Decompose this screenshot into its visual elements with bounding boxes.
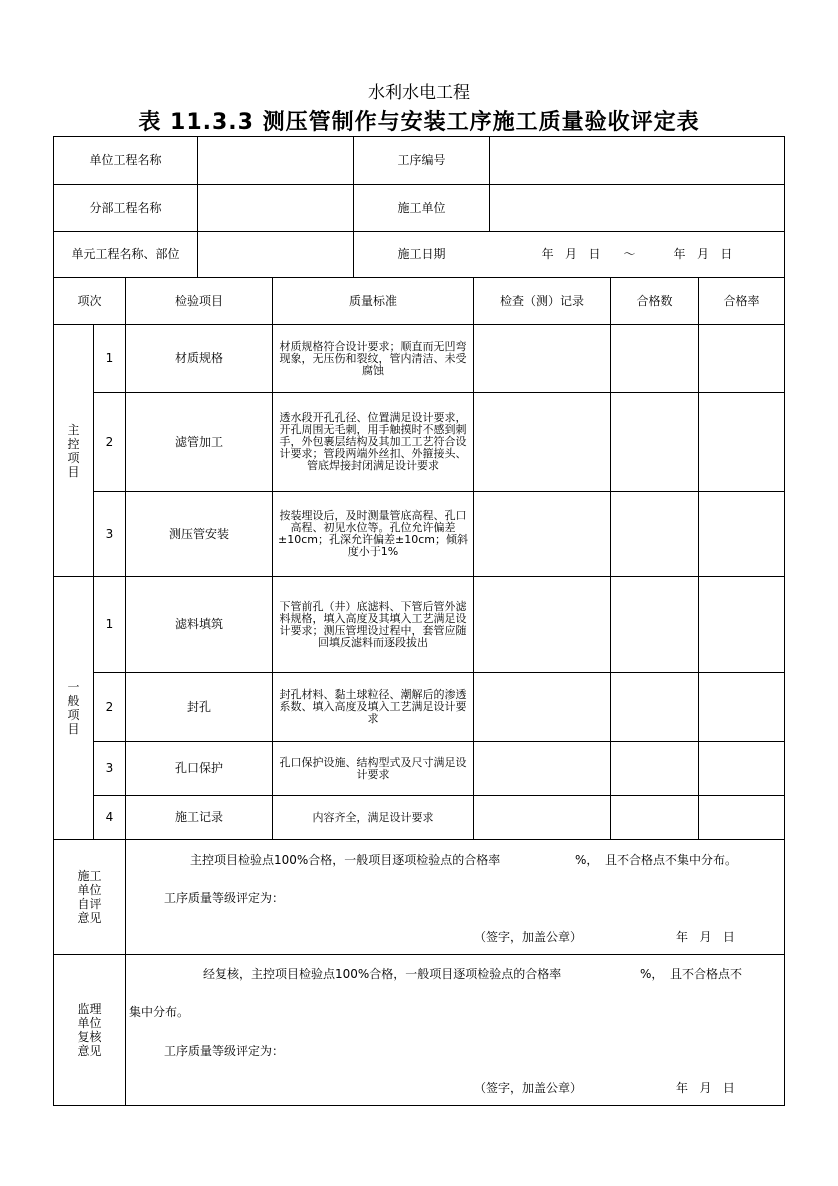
quality-standard: 透水段开孔孔径、位置满足设计要求，开孔周围无毛刺，用手触摸时不感到刺手，外包裹层结构及其加工工艺符合设计要求；管段两端外丝扣、外箍接头、管底焊接封闭满足设计要求 [279, 411, 467, 472]
document-subtitle: 水利水电工程 [368, 83, 470, 103]
inspection-item: 孔口保护 [174, 761, 223, 775]
supervision-line1-tail: 且不合格点不 [670, 967, 743, 981]
construction-date-range: 年 月 日 ～ 年 月 日 [541, 247, 733, 261]
group-label-char: 控 [67, 436, 80, 451]
row-no: 2 [105, 434, 114, 449]
quality-standard: 按装埋设后，及时测量管底高程、孔口高程、初见水位等。孔位允许偏差±10cm；孔深允许偏差±10cm；倾斜度小于1% [278, 509, 468, 558]
col-pass-rate: 合格率 [723, 293, 760, 308]
self-eval-line1-tail: 且不合格点不集中分布。 [605, 853, 738, 867]
quality-standard: 内容齐全，满足设计要求 [312, 810, 434, 824]
main-group-label [54, 325, 93, 576]
quality-standard: 封孔材料、黏土球粒径、潮解后的渗透系数、填入高度及填入工艺满足设计要求 [279, 688, 467, 725]
self-eval-grade: 工序质量等级评定为： [164, 891, 285, 905]
label-line: 复核 [77, 1030, 102, 1044]
row-no: 1 [105, 351, 114, 365]
col-quality-standard: 质量标准 [348, 293, 397, 308]
self-eval-label [54, 840, 125, 954]
group-label-char: 主 [67, 422, 80, 437]
inspection-item: 测压管安装 [168, 526, 229, 541]
col-pass-count: 合格数 [636, 293, 673, 308]
row-no: 2 [105, 699, 114, 714]
construction-unit-label: 施工单位 [397, 200, 446, 215]
label-line: 单位 [77, 1016, 102, 1030]
self-eval-date: 年 月 日 [676, 930, 735, 944]
label-line: 自评 [77, 897, 102, 911]
quality-standard: 下管前孔（井）底滤料、下管后管外滤料规格，填入高度及其填入工艺满足设计要求；测压管埋设过程中，套管应随回填反滤料而逐段拔出 [279, 599, 467, 649]
supervision-label [54, 955, 125, 1105]
label-line: 单位 [77, 883, 102, 897]
row-no: 3 [105, 526, 114, 541]
division-project-label: 分部工程名称 [89, 200, 162, 215]
process-no-label: 工序编号 [397, 153, 446, 167]
unit-project-label: 单位工程名称 [89, 153, 162, 167]
inspection-item: 滤料填筑 [174, 617, 223, 631]
group-label-char: 一 [67, 680, 80, 694]
general-group-label [54, 577, 93, 839]
col-item-no: 项次 [77, 293, 102, 308]
element-project-label: 单元工程名称、部位 [71, 247, 180, 261]
inspection-item: 施工记录 [174, 810, 223, 824]
supervision-date: 年 月 日 [676, 1081, 735, 1095]
row-no: 4 [105, 810, 114, 824]
self-eval-sign: （签字，加盖公章） [474, 930, 583, 944]
document-title: 表 11.3.3 测压管制作与安装工序施工质量验收评定表 [138, 110, 700, 135]
supervision-sign: （签字，加盖公章） [474, 1081, 583, 1095]
group-label-char: 项 [67, 450, 80, 465]
inspection-item: 材质规格 [174, 351, 223, 365]
label-line: 意见 [77, 911, 102, 925]
construction-date-label: 施工日期 [397, 247, 446, 261]
group-label-char: 目 [67, 722, 80, 736]
self-eval-line1: 主控项目检验点100%合格，一般项目逐项检验点的合格率 [190, 853, 501, 867]
row-no: 1 [105, 617, 114, 631]
label-line: 意见 [77, 1044, 102, 1058]
group-label-char: 项 [67, 708, 80, 722]
supervision-grade: 工序质量等级评定为： [164, 1044, 285, 1058]
inspection-item: 滤管加工 [174, 434, 223, 449]
supervision-line1: 经复核，主控项目检验点100%合格，一般项目逐项检验点的合格率 [203, 967, 562, 981]
quality-standard: 孔口保护设施、结构型式及尺寸满足设计要求 [279, 755, 467, 781]
label-line: 监理 [77, 1002, 102, 1016]
col-record: 检查（测）记录 [499, 293, 584, 308]
supervision-line2: 集中分布。 [129, 1005, 190, 1019]
col-inspection-item: 检验项目 [174, 293, 223, 308]
supervision-percent: %， [640, 967, 664, 981]
row-no: 3 [105, 761, 114, 775]
inspection-item: 封孔 [186, 699, 211, 714]
group-label-char: 般 [67, 694, 80, 708]
quality-standard: 材质规格符合设计要求；顺直而无凹弯现象，无压伤和裂纹，管内清洁、未受腐蚀 [279, 339, 467, 377]
self-eval-percent: %， [575, 853, 599, 867]
group-label-char: 目 [67, 464, 80, 479]
label-line: 施工 [77, 869, 102, 883]
